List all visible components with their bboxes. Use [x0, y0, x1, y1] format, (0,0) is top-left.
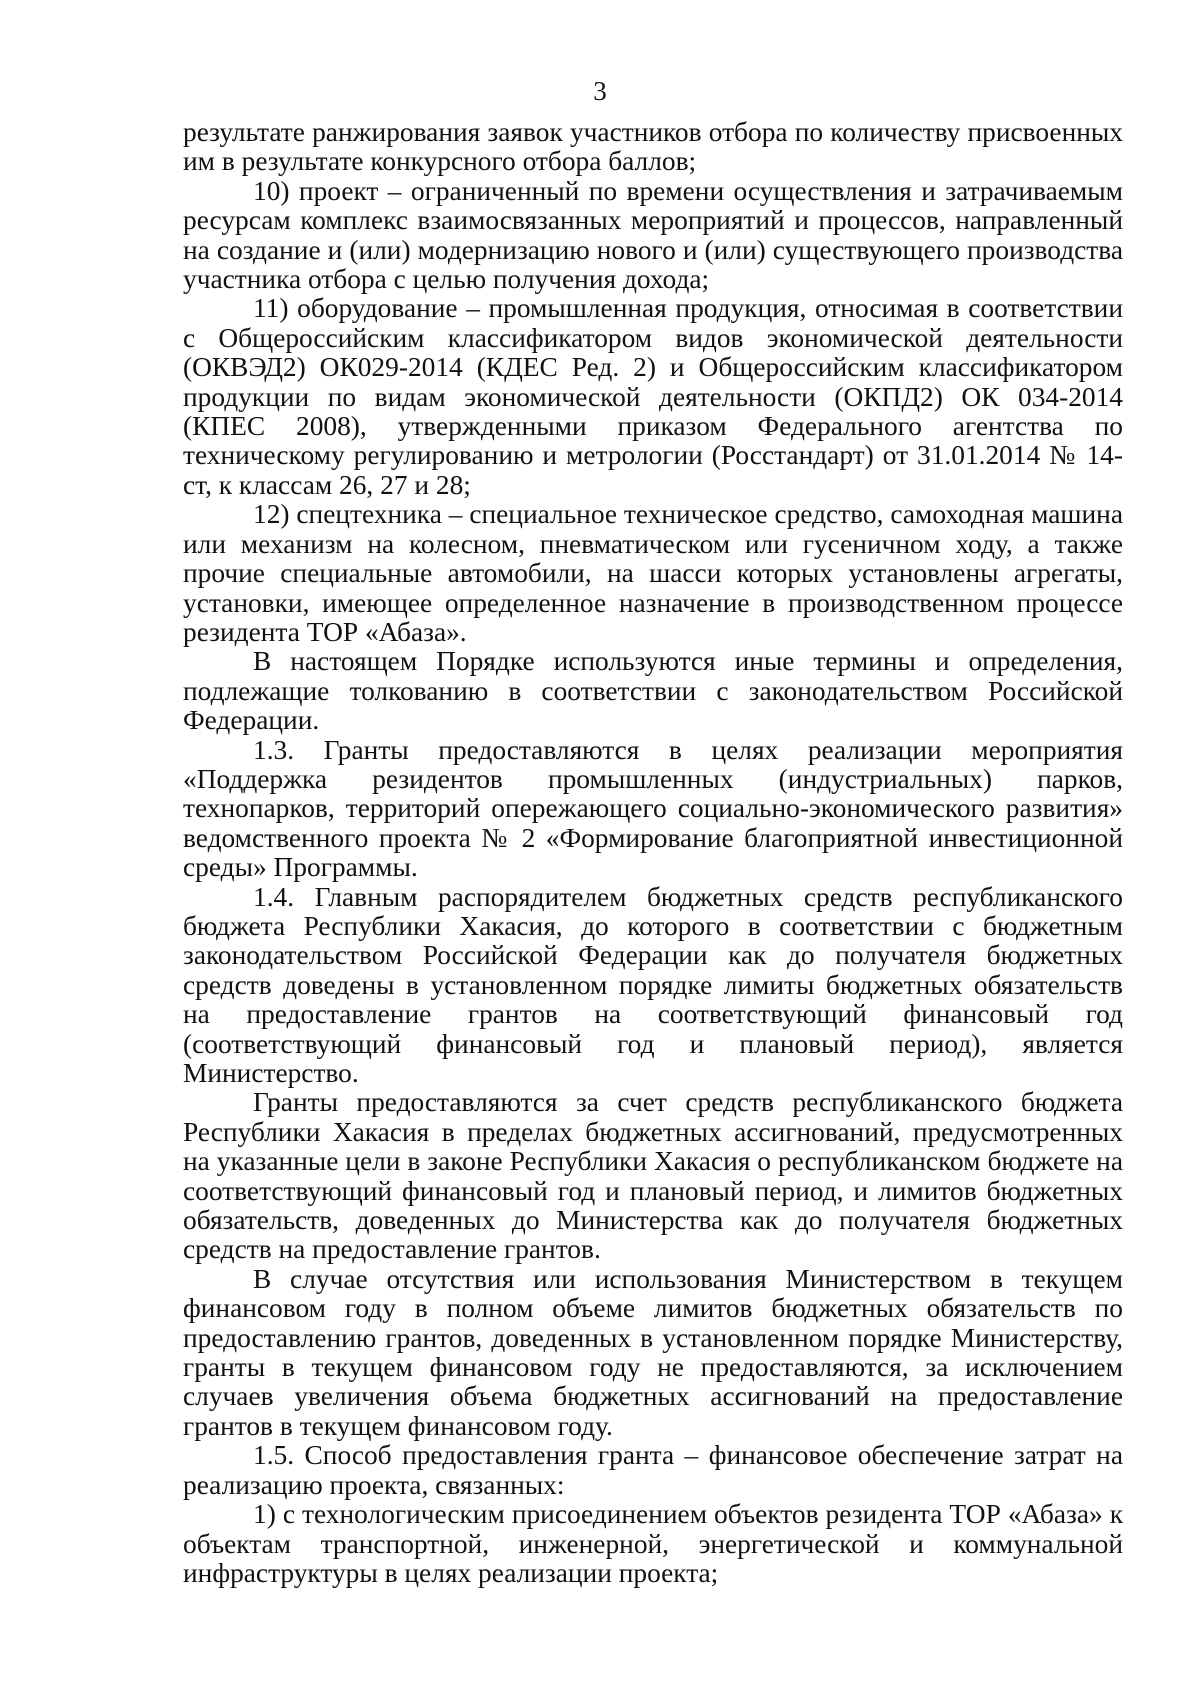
paragraph-no-limits-case: В случае отсутствия или использования Министерством в текущем финансовом году в полном объеме лимитов бюджетных обязательств по предоставлению грантов, доведенных в установленном порядке Министерству, гранты в текущем финансовом году не предоставляются, за исключением случаев увеличения объема бюджетных ассигнований на предоставление грантов в текущем финансовом году. — [183, 1263, 1123, 1441]
paragraph-grant-funding-source: Гранты предоставляются за счет средств республиканского бюджета Республики Хакасия в пределах бюджетных ассигнований, предусмотренных на указанные цели в законе Республики Хакасия о республиканском бюджете на соответствующий финансовый год и плановый период, и лимитов бюджетных обязательств, доведенных до Министерства как до получателя бюджетных средств на предоставление грантов. — [183, 1087, 1123, 1265]
document-body — [183, 118, 1123, 1588]
paragraph-section-1-4: 1.4. Главным распорядителем бюджетных средств республиканского бюджета Республики Хакасия, до которого в соответствии с бюджетным законодательством Российской Федерации как до получателя бюджетных средств доведены в установленном порядке лимиты бюджетных обязательств на предоставление грантов на соответствующий финансовый год (соответствующий финансовый год и плановый период), является Министерство. — [183, 881, 1123, 1088]
paragraph-section-1-5: 1.5. Способ предоставления гранта – финансовое обеспечение затрат на реализацию проекта, связанных: — [183, 1440, 1123, 1500]
paragraph-section-1-3: 1.3. Гранты предоставляются в целях реализации мероприятия «Поддержка резидентов промышленных (индустриальных) парков, технопарков, территорий опережающего социально-экономического развития» ведомственного проекта № 2 «Формирование благоприятной инвестиционной среды» Программы. — [183, 734, 1123, 883]
paragraph-definition-equipment: 11) оборудование – промышленная продукция, относимая в соответствии с Общероссийским классификатором видов экономической деятельности (ОКВЭД2) ОК029-2014 (КДЕС Ред. 2) и Общероссийским классификатором продукции по видам экономической деятельности (ОКПД2) ОК 034-2014 (КПЕС 2008), утвержденными приказом Федерального агентства по техническому регулированию и метрологии (Росстандарт) от 31.01.2014 № 14-ст, к классам 26, 27 и 28; — [183, 293, 1123, 500]
paragraph-definition-special-machinery: 12) спецтехника – специальное техническое средство, самоходная машина или механизм на колесном, пневматическом или гусеничном ходу, а также прочие специальные автомобили, на шасси которых установлены агрегаты, установки, имеющее определенное назначение в производственном процессе резидента ТОР «Абаза». — [183, 499, 1123, 647]
paragraph-list-item-1: 1) с технологическим присоединением объектов резидента ТОР «Абаза» к объектам транспортной, инженерной, энергетической и коммунальной инфраструктуры в целях реализации проекта; — [183, 1499, 1123, 1588]
paragraph-definition-project: 10) проект – ограниченный по времени осуществления и затрачиваемым ресурсам комплекс взаимосвязанных мероприятий и процессов, направленный на создание и (или) модернизацию нового и (или) существующего производства участника отбора с целью получения дохода; — [183, 175, 1123, 295]
paragraph-ranking-continuation: результате ранжирования заявок участников отбора по количеству присвоенных им в результате конкурсного отбора баллов; — [183, 117, 1123, 177]
paragraph-other-terms: В настоящем Порядке используются иные термины и определения, подлежащие толкованию в соответствии с законодательством Российской Федерации. — [183, 646, 1123, 736]
page-number: 3 — [593, 76, 607, 106]
